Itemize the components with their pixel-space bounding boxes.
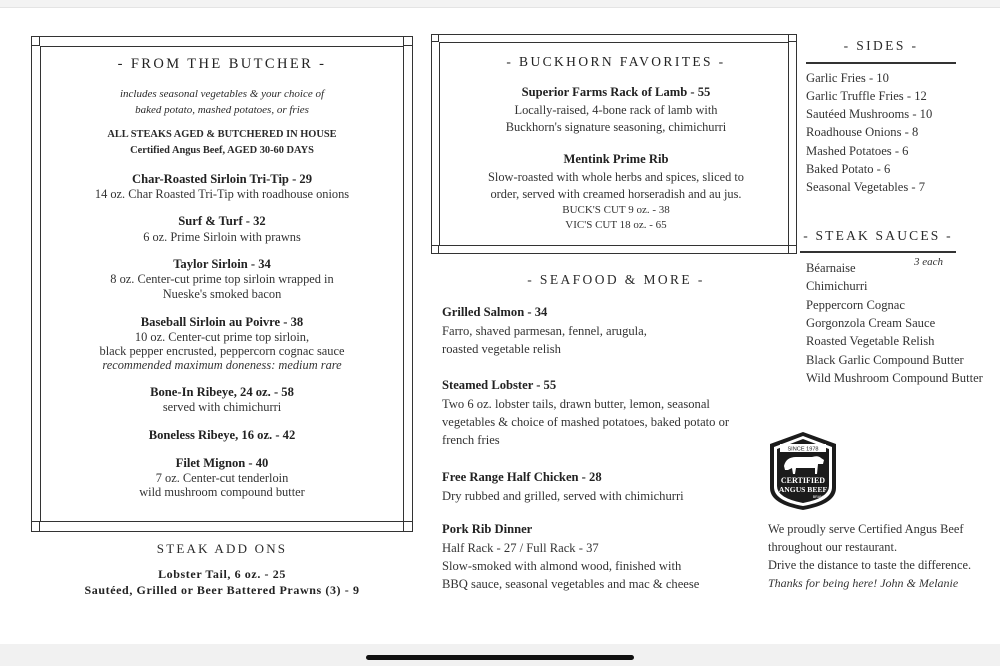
seafood-item-name: Free Range Half Chicken - 28	[442, 470, 602, 484]
buckhorn-item-name: Mentink Prime Rib	[563, 152, 669, 166]
butcher-corner-br	[403, 521, 412, 531]
butcher-item-name: Surf & Turf - 32	[178, 214, 266, 228]
buckhorn-cut: BUCK'S CUT 9 oz. - 38	[562, 204, 670, 216]
butcher-item-name: Char-Roasted Sirloin Tri-Tip - 29	[131, 172, 313, 186]
butcher-intro-1: includes seasonal vegetables & your choice of	[119, 88, 325, 100]
closing-line: Drive the distance to taste the difference.	[768, 558, 972, 572]
seafood-item-desc: Half Rack - 27 / Full Rack - 37	[442, 541, 599, 555]
certified-angus-beef-logo	[766, 430, 840, 512]
buckhorn-item-desc: Locally-raised, 4-bone rack of lamb with	[514, 103, 718, 117]
seafood-item-desc: Slow-smoked with almond wood, finished with	[442, 559, 682, 573]
buckhorn-item-desc: Slow-roasted with whole herbs and spices, sliced to	[487, 170, 745, 184]
sauce-item: Gorgonzola Cream Sauce	[806, 316, 936, 330]
sauces-title: - STEAK SAUCES -	[803, 228, 953, 243]
logo-line1: CERTIFIED	[780, 476, 826, 485]
side-item: Roadhouse Onions - 8	[806, 125, 919, 139]
sides-divider	[806, 62, 956, 64]
closing-signature: Thanks for being here! John & Melanie	[768, 576, 959, 590]
seafood-item-desc: roasted vegetable relish	[442, 342, 561, 356]
closing-line: throughout our restaurant.	[768, 540, 898, 554]
sauce-item: Roasted Vegetable Relish	[806, 334, 935, 348]
butcher-corner-bl	[31, 521, 40, 531]
butcher-corner-tr	[403, 36, 412, 46]
butcher-item-desc: 14 oz. Char Roasted Tri-Tip with roadhouse onions	[94, 187, 350, 201]
seafood-item-desc: Farro, shaved parmesan, fennel, arugula,	[442, 324, 647, 338]
buckhorn-item-desc: Buckhorn's signature seasoning, chimichurri	[505, 120, 727, 134]
butcher-item-desc: 8 oz. Center-cut prime top sirloin wrapped in	[110, 272, 334, 286]
addon-item: Lobster Tail, 6 oz. - 25	[158, 567, 286, 581]
sauce-item: Wild Mushroom Compound Butter	[806, 371, 983, 385]
butcher-item-name: Boneless Ribeye, 16 oz. - 42	[148, 428, 296, 442]
butcher-item-desc: black pepper encrusted, peppercorn cognac sauce	[99, 344, 345, 358]
butcher-corner-tl	[31, 36, 40, 46]
side-item: Baked Potato - 6	[806, 162, 891, 176]
butcher-item-name: Taylor Sirloin - 34	[173, 257, 271, 271]
addons-title: STEAK ADD ONS	[156, 541, 288, 556]
butcher-item-note: recommended maximum doneness: medium rare	[102, 358, 342, 372]
seafood-item-name: Steamed Lobster - 55	[442, 378, 557, 392]
sauce-item: Béarnaise	[806, 261, 856, 275]
butcher-item-name: Bone-In Ribeye, 24 oz. - 58	[150, 385, 294, 399]
butcher-intro-2: baked potato, mashed potatoes, or fries	[135, 104, 309, 116]
side-item: Sautéed Mushrooms - 10	[806, 107, 933, 121]
butcher-item-desc: 10 oz. Center-cut prime top sirloin,	[134, 330, 310, 344]
butcher-title: - FROM THE BUTCHER -	[117, 56, 327, 72]
butcher-item-desc: 7 oz. Center-cut tenderloin	[155, 471, 289, 485]
side-item: Garlic Fries - 10	[806, 71, 889, 85]
addon-item: Sautéed, Grilled or Beer Battered Prawns (3) - 9	[84, 583, 360, 597]
steer-icon	[766, 430, 840, 512]
butcher-item-desc: Nueske's smoked bacon	[162, 287, 282, 301]
logo-line2: ANGUS BEEF	[778, 485, 828, 494]
butcher-item-desc: served with chimichurri	[162, 400, 282, 414]
seafood-item-desc: Dry rubbed and grilled, served with chimichurri	[442, 489, 684, 503]
buckhorn-corner-tr	[788, 34, 796, 42]
butcher-item-desc: wild mushroom compound butter	[139, 485, 305, 499]
butcher-item-name: Filet Mignon - 40	[175, 456, 269, 470]
home-indicator[interactable]	[366, 655, 634, 660]
butcher-aged-1: ALL STEAKS AGED & BUTCHERED IN HOUSE	[107, 129, 337, 140]
buckhorn-corner-br	[788, 245, 796, 253]
logo-since: SINCE 1978	[787, 446, 819, 453]
seafood-item-name: Pork Rib Dinner	[442, 522, 533, 536]
buckhorn-item-name: Superior Farms Rack of Lamb - 55	[521, 85, 711, 99]
seafood-title: - SEAFOOD & MORE -	[527, 272, 705, 287]
butcher-item-desc: 6 oz. Prime Sirloin with prawns	[143, 230, 301, 244]
butcher-item-name: Baseball Sirloin au Poivre - 38	[140, 315, 304, 329]
sauce-item: Peppercorn Cognac	[806, 298, 905, 312]
buckhorn-corner-bl	[431, 245, 439, 253]
seafood-item-desc: french fries	[442, 433, 500, 447]
seafood-item-name: Grilled Salmon - 34	[442, 305, 548, 319]
side-item: Mashed Potatoes - 6	[806, 144, 909, 158]
buckhorn-corner-tl	[431, 34, 439, 42]
seafood-item-desc: Two 6 oz. lobster tails, drawn butter, lemon, seasonal	[442, 397, 710, 411]
buckhorn-cut: VIC'S CUT 18 oz. - 65	[565, 219, 667, 231]
top-edge	[0, 0, 1000, 8]
buckhorn-title: - BUCKHORN FAVORITES -	[506, 54, 726, 69]
logo-brand: BRAND	[812, 495, 826, 499]
seafood-item-desc: vegetables & choice of mashed potatoes, baked potato or	[442, 415, 730, 429]
butcher-aged-2: Certified Angus Beef, AGED 30-60 DAYS	[130, 145, 314, 156]
sauce-item: Black Garlic Compound Butter	[806, 353, 964, 367]
side-item: Garlic Truffle Fries - 12	[806, 89, 927, 103]
sauces-divider	[800, 251, 956, 253]
sauce-item: Chimichurri	[806, 279, 868, 293]
closing-line: We proudly serve Certified Angus Beef	[768, 522, 964, 536]
side-item: Seasonal Vegetables - 7	[806, 180, 926, 194]
seafood-item-desc: BBQ sauce, seasonal vegetables and mac & cheese	[442, 577, 700, 591]
sides-title: - SIDES -	[843, 38, 919, 53]
buckhorn-item-desc: order, served with creamed horseradish and au jus.	[490, 187, 742, 201]
sauces-price: 3 each	[914, 256, 944, 268]
